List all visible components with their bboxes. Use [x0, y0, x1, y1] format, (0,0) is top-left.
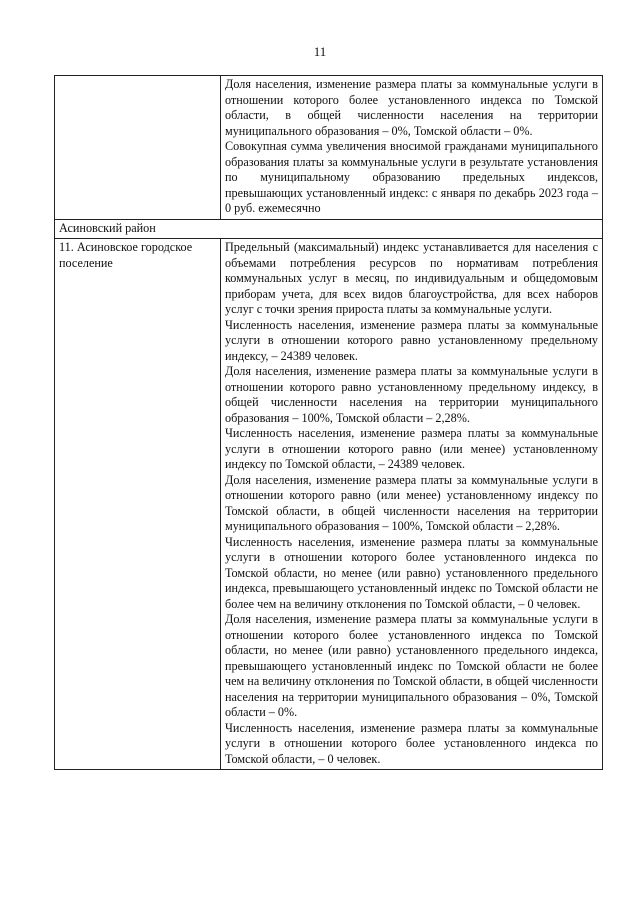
index-table — [54, 75, 603, 770]
table-row-settlement — [55, 239, 603, 770]
paragraph: Совокупная сумма увеличения вносимой гражданами муниципального образования платы за коммунальные услуги в результате установления по муниципальному образованию предельных индексов, превышающих установленный индекс: с января по декабрь 2023 года – 0 руб. ежемесячно — [225, 139, 598, 215]
paragraph: Доля населения, изменение размера платы за коммунальные услуги в отношении которого более установленного индекса по Томской области, в общей численности населения на территории муниципального образования – 0%, Томской области – 0%. — [225, 77, 598, 138]
paragraph: Численность населения, изменение размера платы за коммунальные услуги в отношении которого более установленного индекса по Томской области, но менее (или равно) установленного предельного индекса, превышающего установленный индекс по Томской области не более чем на величину отклонения по Томской области, – 0 человек. — [225, 534, 598, 611]
row-text-cell — [221, 76, 603, 220]
paragraph: Предельный (максимальный) индекс устанавливается для населения с объемами потребления ресурсов по нормативам потребления коммунальных услуг в месяц, по индивидуальным и общедомовым приборам учета, для всех видов благоустройства, для всех наборов услуг с точки зрения прироста платы за коммунальные услуги. — [225, 240, 598, 316]
settlement-label: 11. Асиновское городское поселение — [59, 240, 193, 270]
row-label-cell — [55, 239, 221, 770]
row-label-cell — [55, 76, 221, 220]
paragraph: Доля населения, изменение размера платы за коммунальные услуги в отношении которого равно (или менее) установленному индексу по Томской области, в общей численности населения на территории муниципального образования – 100%, Томской области – 2,28%. — [225, 472, 598, 533]
district-label: Асиновский район — [59, 220, 156, 235]
paragraph: Доля населения, изменение размера платы за коммунальные услуги в отношении которого более установленного индекса по Томской области, но менее (или равно) установленного предельного индекса, превышающего установленный индекс по Томской области не более чем на величину отклонения по Томской области, в общей численности населения на территории муниципального образования – 0%, Томской области – 0%. — [225, 612, 598, 719]
district-header-cell — [55, 219, 603, 239]
paragraph: Численность населения, изменение размера платы за коммунальные услуги в отношении которого равно (или менее) установленному индексу по Томской области, – 24389 человек. — [225, 426, 598, 471]
paragraph: Доля населения, изменение размера платы за коммунальные услуги в отношении которого равно установленному предельному индексу, в общей численности населения на территории муниципального образования – 100%, Томской области – 2,28%. — [225, 364, 598, 425]
page-number: 11 — [313, 44, 327, 59]
row-text-cell — [221, 239, 603, 770]
table-row-continued — [55, 76, 603, 220]
table-row-district — [55, 219, 603, 239]
paragraph: Численность населения, изменение размера платы за коммунальные услуги в отношении которого равно установленному предельному индексу, – 24389 человек. — [225, 317, 598, 363]
paragraph: Численность населения, изменение размера платы за коммунальные услуги в отношении которого более установленного индекса по Томской области, – 0 человек. — [225, 720, 598, 766]
